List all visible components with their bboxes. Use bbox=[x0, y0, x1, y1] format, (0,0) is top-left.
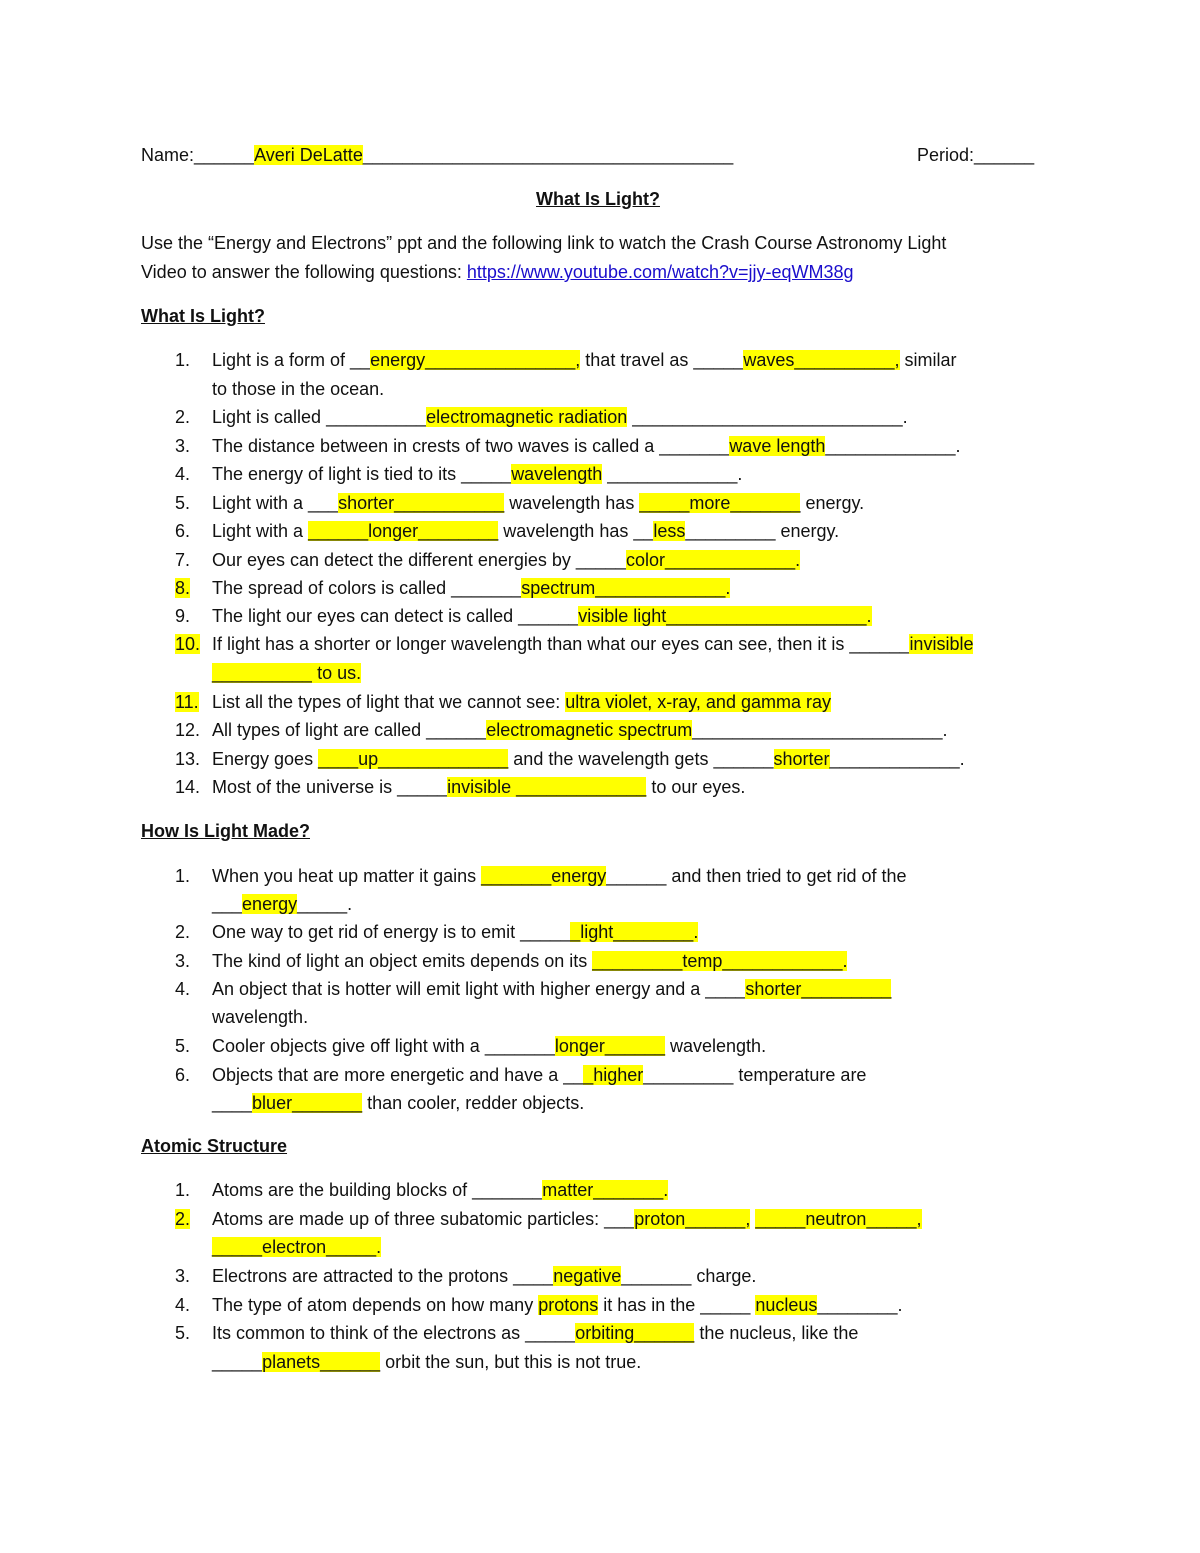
section-heading: Atomic Structure bbox=[141, 1136, 288, 1156]
question-item bbox=[175, 550, 800, 571]
question-continuation bbox=[212, 1093, 584, 1114]
question-text: Most of the universe is _____ bbox=[212, 777, 448, 797]
question-text: it has in the _____ bbox=[598, 1295, 756, 1315]
question-number: 3. bbox=[175, 436, 191, 456]
answer-text: energy bbox=[242, 894, 298, 914]
answer-text: __________ bbox=[212, 663, 313, 683]
answer-text: protons bbox=[538, 1295, 599, 1315]
question-number: 8. bbox=[175, 578, 191, 598]
section-heading: What Is Light? bbox=[141, 306, 265, 326]
question-text: ______ and then tried to get rid of the bbox=[606, 866, 907, 886]
name-blank: _____________________________________ bbox=[362, 145, 734, 165]
answer-text: _higher bbox=[583, 1065, 644, 1085]
question-text: that travel as _____ bbox=[580, 350, 744, 370]
question-item bbox=[175, 1180, 668, 1201]
question-text: similar bbox=[899, 350, 957, 370]
answer-text: planets______ bbox=[262, 1352, 381, 1372]
question-text: One way to get rid of energy is to emit _____ bbox=[212, 922, 571, 942]
answer-text: energy_______________, bbox=[370, 350, 581, 370]
question-item bbox=[175, 350, 957, 371]
answer-text: ultra violet, x-ray, and gamma ray bbox=[565, 692, 831, 712]
answer-text: _____more_______ bbox=[639, 493, 801, 513]
question-item bbox=[175, 407, 908, 428]
question-text: Atoms are made up of three subatomic particles: ___ bbox=[212, 1209, 635, 1229]
question-text: The spread of colors is called _______ bbox=[212, 578, 522, 598]
question-text: _____. bbox=[297, 894, 353, 914]
question-text: to those in the ocean. bbox=[212, 379, 385, 399]
question-number: 2. bbox=[175, 922, 191, 942]
question-text: _______ charge. bbox=[621, 1266, 757, 1286]
question-item bbox=[175, 1266, 756, 1287]
question-text: Electrons are attracted to the protons ____ bbox=[212, 1266, 554, 1286]
question-text: Light with a ___ bbox=[212, 493, 339, 513]
answer-text: invisible bbox=[909, 634, 974, 654]
question-text: Energy goes bbox=[212, 749, 319, 769]
question-text: energy. bbox=[800, 493, 865, 513]
question-text: Cooler objects give off light with a _______ bbox=[212, 1036, 555, 1056]
answer-text: waves__________, bbox=[743, 350, 900, 370]
question-number: 5. bbox=[175, 1323, 191, 1343]
question-text: List all the types of light that we cannot see: bbox=[212, 692, 566, 712]
question-text: _____ bbox=[212, 1352, 263, 1372]
name-line bbox=[141, 145, 733, 166]
answer-text: proton______, bbox=[634, 1209, 751, 1229]
name-label: Name:______ bbox=[141, 145, 255, 165]
intro-line-1: Use the “Energy and Electrons” ppt and the following link to watch the Crash Course Astronomy Light bbox=[141, 233, 947, 253]
section-heading: How Is Light Made? bbox=[141, 821, 310, 841]
question-number: 14. bbox=[175, 777, 201, 797]
answer-text: shorter___________ bbox=[338, 493, 505, 513]
question-text: than cooler, redder objects. bbox=[362, 1093, 585, 1113]
question-text: wavelength has bbox=[504, 493, 640, 513]
question-continuation bbox=[212, 894, 352, 915]
question-number: 2. bbox=[175, 1209, 191, 1229]
question-text: Light with a bbox=[212, 521, 309, 541]
question-number: 10. bbox=[175, 634, 201, 654]
question-number: 1. bbox=[175, 866, 191, 886]
question-item bbox=[175, 866, 907, 887]
answer-text: _________temp____________. bbox=[592, 951, 848, 971]
question-text: _________ energy. bbox=[685, 521, 840, 541]
question-text: wavelength. bbox=[665, 1036, 767, 1056]
question-continuation bbox=[212, 663, 361, 684]
answer-text: less bbox=[653, 521, 686, 541]
question-continuation bbox=[212, 379, 384, 400]
answer-text: shorter bbox=[773, 749, 830, 769]
question-text: and the wavelength gets ______ bbox=[508, 749, 774, 769]
answer-text: _light________. bbox=[570, 922, 699, 942]
intro-line-2 bbox=[141, 262, 854, 283]
question-text: _________ temperature are bbox=[643, 1065, 867, 1085]
question-text: Objects that are more energetic and have a __ bbox=[212, 1065, 584, 1085]
answer-text: ____up_____________ bbox=[318, 749, 509, 769]
question-number: 6. bbox=[175, 1065, 191, 1085]
question-item bbox=[175, 606, 872, 627]
question-number: 1. bbox=[175, 1180, 191, 1200]
answer-text: electromagnetic radiation bbox=[426, 407, 628, 427]
answer-text: nucleus bbox=[755, 1295, 818, 1315]
question-item bbox=[175, 720, 948, 741]
period-label: Period:______ bbox=[917, 145, 1035, 165]
question-text: Our eyes can detect the different energies by _____ bbox=[212, 550, 626, 570]
question-text: An object that is hotter will emit light with higher energy and a ____ bbox=[212, 979, 746, 999]
question-number: 4. bbox=[175, 979, 191, 999]
answer-text: color_____________. bbox=[625, 550, 801, 570]
question-continuation bbox=[212, 1237, 381, 1258]
question-number: 5. bbox=[175, 1036, 191, 1056]
question-text: Its common to think of the electrons as _____ bbox=[212, 1323, 576, 1343]
question-continuation bbox=[212, 1007, 308, 1028]
question-text: Light is called __________ bbox=[212, 407, 427, 427]
answer-text: _______energy bbox=[481, 866, 607, 886]
question-number: 2. bbox=[175, 407, 191, 427]
question-number: 7. bbox=[175, 550, 191, 570]
question-number: 4. bbox=[175, 1295, 191, 1315]
answer-text: electromagnetic spectrum bbox=[486, 720, 693, 740]
question-text: the nucleus, like the bbox=[694, 1323, 859, 1343]
question-text: _____________. bbox=[825, 436, 961, 456]
answer-text: visible light____________________. bbox=[578, 606, 872, 626]
question-number: 1. bbox=[175, 350, 191, 370]
question-text: ____ bbox=[212, 1093, 253, 1113]
question-item bbox=[175, 979, 891, 1000]
question-text: The type of atom depends on how many bbox=[212, 1295, 539, 1315]
question-item bbox=[175, 578, 730, 599]
question-number: 3. bbox=[175, 951, 191, 971]
question-item bbox=[175, 1036, 766, 1057]
question-number: 5. bbox=[175, 493, 191, 513]
answer-text: shorter_________ bbox=[745, 979, 892, 999]
question-text: wavelength has __ bbox=[498, 521, 654, 541]
answer-text: _____neutron_____, bbox=[755, 1209, 922, 1229]
question-item bbox=[175, 1209, 922, 1230]
question-number: 3. bbox=[175, 1266, 191, 1286]
question-item bbox=[175, 493, 864, 514]
question-text: orbit the sun, but this is not true. bbox=[380, 1352, 642, 1372]
answer-text: wavelength bbox=[511, 464, 603, 484]
question-text: Light is a form of __ bbox=[212, 350, 371, 370]
question-text: The light our eyes can detect is called ______ bbox=[212, 606, 579, 626]
question-text: to our eyes. bbox=[646, 777, 746, 797]
question-item bbox=[175, 692, 831, 713]
page-title: What Is Light? bbox=[536, 189, 660, 209]
question-number: 13. bbox=[175, 749, 201, 769]
question-item bbox=[175, 951, 847, 972]
question-text: The kind of light an object emits depends on its bbox=[212, 951, 593, 971]
question-number: 6. bbox=[175, 521, 191, 541]
answer-text: ______longer________ bbox=[308, 521, 499, 541]
video-link[interactable]: https://www.youtube.com/watch?v=jjy-eqWM38g bbox=[466, 262, 854, 282]
question-item bbox=[175, 436, 961, 457]
answer-text: to us. bbox=[312, 663, 362, 683]
question-item bbox=[175, 464, 742, 485]
question-continuation bbox=[212, 1352, 641, 1373]
question-item bbox=[175, 777, 745, 798]
answer-text: bluer_______ bbox=[252, 1093, 363, 1113]
question-text: ________. bbox=[817, 1295, 903, 1315]
question-text: _____________. bbox=[602, 464, 743, 484]
question-number: 4. bbox=[175, 464, 191, 484]
question-text: _________________________. bbox=[692, 720, 948, 740]
answer-text: wave length bbox=[729, 436, 826, 456]
question-text: Atoms are the building blocks of _______ bbox=[212, 1180, 543, 1200]
question-number: 9. bbox=[175, 606, 191, 626]
answer-text: longer______ bbox=[554, 1036, 665, 1056]
question-number: 11. bbox=[175, 692, 199, 712]
answer-text: orbiting______ bbox=[575, 1323, 695, 1343]
name-value: Averi DeLatte bbox=[254, 145, 363, 165]
question-text: wavelength. bbox=[212, 1007, 309, 1027]
question-text: The energy of light is tied to its _____ bbox=[212, 464, 512, 484]
intro-text: Video to answer the following questions: bbox=[141, 262, 467, 282]
answer-text: spectrum_____________. bbox=[521, 578, 731, 598]
answer-text: matter_______. bbox=[542, 1180, 669, 1200]
question-item bbox=[175, 634, 973, 655]
question-text: ___________________________. bbox=[627, 407, 908, 427]
question-number: 12. bbox=[175, 720, 201, 740]
question-item bbox=[175, 1323, 858, 1344]
answer-text: negative bbox=[553, 1266, 622, 1286]
question-item bbox=[175, 521, 839, 542]
question-item bbox=[175, 1295, 903, 1316]
question-item bbox=[175, 749, 965, 770]
question-item bbox=[175, 1065, 866, 1086]
question-text: The distance between in crests of two waves is called a _______ bbox=[212, 436, 730, 456]
question-text: _____________. bbox=[829, 749, 965, 769]
question-item bbox=[175, 922, 698, 943]
answer-text: _____electron_____. bbox=[212, 1237, 382, 1257]
answer-text: invisible _____________ bbox=[447, 777, 647, 797]
question-text: When you heat up matter it gains bbox=[212, 866, 482, 886]
question-text: All types of light are called ______ bbox=[212, 720, 487, 740]
question-text: ___ bbox=[212, 894, 243, 914]
question-text: If light has a shorter or longer wavelength than what our eyes can see, then it is ______ bbox=[212, 634, 910, 654]
